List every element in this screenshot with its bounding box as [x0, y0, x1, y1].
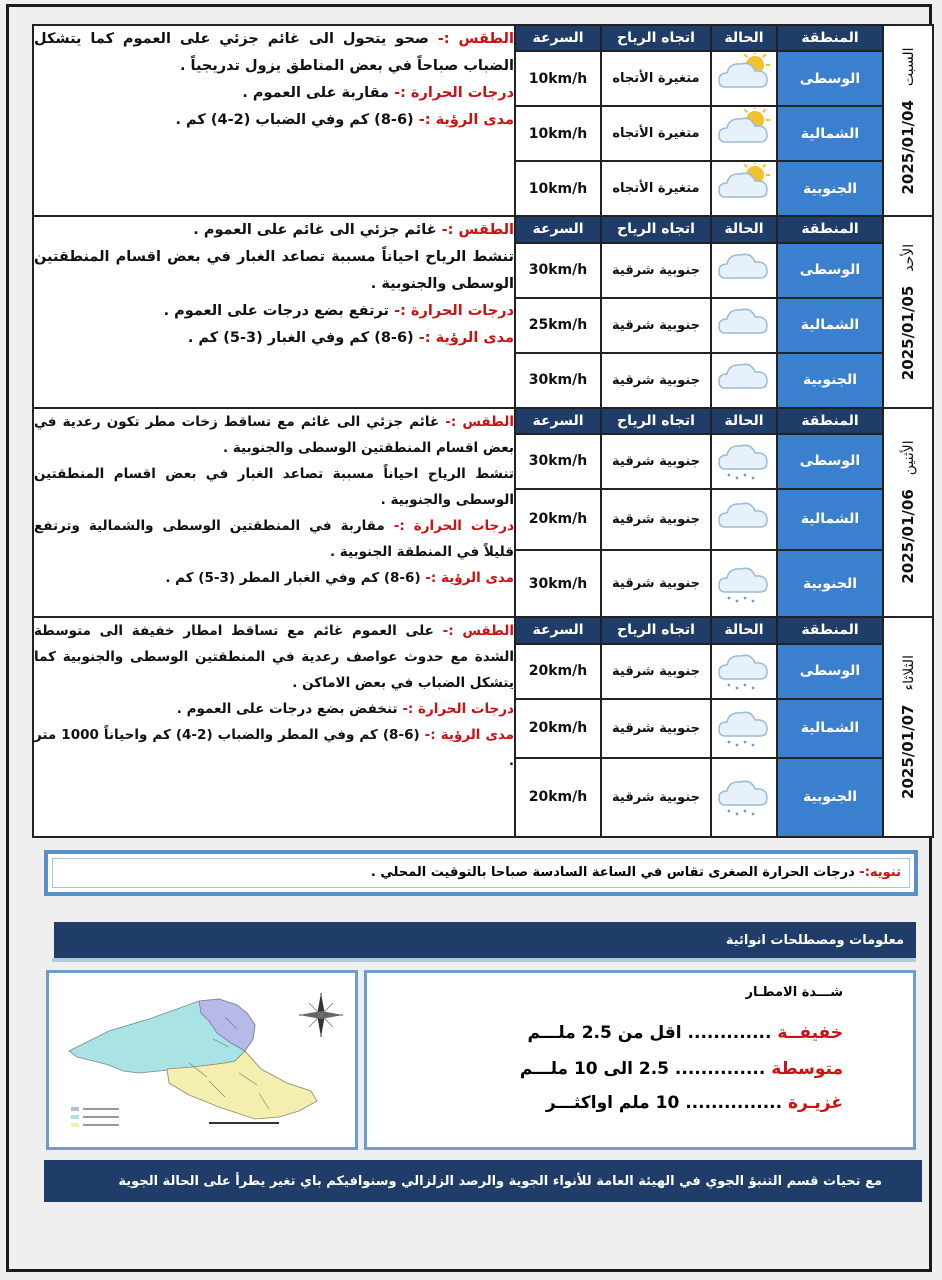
- wind-speed: 30km/h: [515, 550, 601, 617]
- wind-direction: جنوبية شرقية: [601, 644, 711, 699]
- info-bar-shadow: [52, 958, 916, 962]
- temperature-label: درجات الحرارة :-: [402, 701, 514, 718]
- region-name: الوسطى: [777, 434, 883, 489]
- visibility-text: (6-8) كم وفي الغبار (3-5) كم .: [187, 330, 414, 347]
- wind-speed: 25km/h: [515, 298, 601, 353]
- day-name: الثلاثاء: [901, 655, 917, 691]
- header-wind-dir: اتجاه الرياح: [601, 617, 711, 643]
- cloud-icon: [715, 493, 773, 545]
- date-text: 2025/01/07: [899, 704, 917, 800]
- wind-speed: 10km/h: [515, 106, 601, 161]
- wind-direction: متغيرة الأتجاه: [601, 161, 711, 216]
- rain-row-light: [528, 1023, 843, 1043]
- day-name: الأحد: [901, 243, 917, 272]
- sun-cloud-icon: [715, 53, 773, 105]
- rain-cloud-icon: [715, 645, 773, 697]
- region-name: الشمالية: [777, 699, 883, 758]
- region-name: الوسطى: [777, 51, 883, 106]
- rain-value: ............... 10 ملم اواكثـــر: [545, 1093, 783, 1113]
- condition-cell: [711, 550, 777, 617]
- wind-direction: جنوبية شرقية: [601, 243, 711, 298]
- header-condition: الحالة: [711, 617, 777, 643]
- day-name: الأثنين: [901, 440, 917, 476]
- wind-speed: 20km/h: [515, 644, 601, 699]
- visibility-label: مدى الرؤية :-: [418, 330, 514, 347]
- weather-label: الطقس :-: [437, 31, 514, 47]
- header-wind-dir: اتجاه الرياح: [601, 25, 711, 51]
- header-speed: السرعة: [515, 617, 601, 643]
- compass-rose-icon: [299, 993, 343, 1037]
- temperature-text: مقاربة في المنطقتين الوسطى والشمالية وترتفع قليلاً في المنطقة الجنوبية .: [34, 517, 514, 560]
- footer-text: مع تحيات قسم التنبؤ الجوي في الهيئة العامة للأنواء الجوية والرصد الزلزالي وسنوافيكم باي تغير يطرأ على الحالة الجوية: [118, 1173, 882, 1189]
- visibility-label: مدى الرؤية :-: [425, 569, 514, 586]
- weather-text: غائم جزئي الى غائم على العموم .: [193, 222, 437, 239]
- forecast-text: [33, 25, 515, 216]
- rain-row-heavy: [546, 1093, 843, 1113]
- header-region: المنطقة: [777, 617, 883, 643]
- forecast-text: [33, 617, 515, 837]
- date-cell: [883, 408, 933, 618]
- weather-text: على العموم غائم مع تساقط امطار خفيفة الى متوسطة الشدة مع حدوث عواصف رعدية في المنطقتين الوسطى والجنوبية كما يتشكل الضباب في بعض الاماكن .: [34, 623, 514, 692]
- condition-cell: [711, 161, 777, 216]
- header-region: المنطقة: [777, 25, 883, 51]
- condition-cell: [711, 489, 777, 550]
- header-speed: السرعة: [515, 408, 601, 434]
- condition-cell: [711, 51, 777, 106]
- wind-direction: جنوبية شرقية: [601, 550, 711, 617]
- header-region: المنطقة: [777, 216, 883, 242]
- visibility-label: مدى الرؤية :-: [424, 727, 514, 744]
- note-box: [44, 850, 918, 896]
- note-text: درجات الحرارة الصغرى تقاس في الساعة السادسة صباحا بالتوقيت المحلي .: [370, 865, 855, 880]
- cloud-icon: [715, 354, 773, 406]
- visibility-text: (6-8) كم وفي المطر والضباب (2-4) كم واحياناً 1000 متر .: [34, 727, 514, 770]
- wind-speed: 30km/h: [515, 434, 601, 489]
- header-speed: السرعة: [515, 216, 601, 242]
- rain-label: خفيفــة: [777, 1023, 843, 1043]
- date-cell: [883, 216, 933, 407]
- temperature-text: تنخفض بضع درجات على العموم .: [176, 701, 398, 718]
- condition-cell: [711, 243, 777, 298]
- weather-label: الطقس :-: [442, 623, 514, 640]
- header-wind-dir: اتجاه الرياح: [601, 216, 711, 242]
- wind-direction: جنوبية شرقية: [601, 699, 711, 758]
- forecast-text: [33, 216, 515, 407]
- wind-direction: جنوبية شرقية: [601, 434, 711, 489]
- wind-direction: جنوبية شرقية: [601, 353, 711, 408]
- weather-extra: تنشط الرياح احياناً مسببة تصاعد الغبار في بعض اقسام المنطقتين الوسطى والجنوبية .: [34, 465, 514, 508]
- cloud-icon: [715, 244, 773, 296]
- region-name: الشمالية: [777, 106, 883, 161]
- rain-intensity-box: [364, 970, 916, 1150]
- wind-speed: 30km/h: [515, 243, 601, 298]
- visibility-text: (6-8) كم وفي الضباب (2-4) كم .: [175, 112, 414, 128]
- temperature-label: درجات الحرارة :-: [394, 85, 514, 101]
- footer-bar: [44, 1160, 922, 1202]
- date-cell: [883, 617, 933, 837]
- condition-cell: [711, 298, 777, 353]
- weather-text: غائم جزئي الى غائم مع تساقط زخات مطر تكون رعدية في بعض اقسام المنطقتين الوسطى والجنوبية .: [34, 413, 514, 456]
- temperature-text: مقاربة على العموم .: [242, 85, 389, 101]
- visibility-text: (6-8) كم وفي الغبار المطر (3-5) كم .: [165, 569, 421, 586]
- weather-extra: تنشط الرياح احياناً مسببة تصاعد الغبار في بعض اقسام المنطقتين الوسطى والجنوبية .: [34, 249, 514, 293]
- wind-speed: 20km/h: [515, 699, 601, 758]
- wind-direction: جنوبية شرقية: [601, 298, 711, 353]
- rain-cloud-icon: [715, 702, 773, 754]
- header-speed: السرعة: [515, 25, 601, 51]
- wind-direction: متغيرة الأتجاه: [601, 106, 711, 161]
- region-name: الجنوبية: [777, 550, 883, 617]
- cloud-icon: [715, 299, 773, 351]
- wind-speed: 10km/h: [515, 161, 601, 216]
- info-title: معلومات ومصطلحات انوائية: [725, 932, 904, 948]
- wind-direction: جنوبية شرقية: [601, 758, 711, 837]
- date-cell: [883, 25, 933, 216]
- wind-speed: 20km/h: [515, 489, 601, 550]
- temperature-label: درجات الحرارة :-: [394, 303, 514, 320]
- region-name: الشمالية: [777, 489, 883, 550]
- rain-row-moderate: [520, 1059, 843, 1079]
- header-condition: الحالة: [711, 216, 777, 242]
- header-condition: الحالة: [711, 408, 777, 434]
- condition-cell: [711, 699, 777, 758]
- temperature-text: ترتفع بضع درجات على العموم .: [163, 303, 389, 320]
- rain-label: غزيـرة: [788, 1093, 843, 1113]
- wind-direction: جنوبية شرقية: [601, 489, 711, 550]
- info-title-bar: [54, 922, 916, 958]
- rain-cloud-icon: [715, 558, 773, 610]
- header-wind-dir: اتجاه الرياح: [601, 408, 711, 434]
- region-name: الجنوبية: [777, 353, 883, 408]
- date-text: 2025/01/04: [899, 99, 917, 195]
- wind-speed: 30km/h: [515, 353, 601, 408]
- forecast-table: [32, 24, 934, 838]
- region-name: الجنوبية: [777, 161, 883, 216]
- iraq-map: [46, 970, 358, 1150]
- date-text: 2025/01/06: [899, 489, 917, 584]
- rain-title: شـــدة الامطـار: [745, 985, 843, 1000]
- condition-cell: [711, 758, 777, 837]
- rain-label: متوسطة: [771, 1059, 843, 1079]
- rain-value: ............. اقل من 2.5 ملـــم: [527, 1023, 772, 1043]
- forecast-text: [33, 408, 515, 618]
- wind-speed: 10km/h: [515, 51, 601, 106]
- weather-label: الطقس :-: [441, 222, 514, 239]
- region-name: الوسطى: [777, 243, 883, 298]
- header-region: المنطقة: [777, 408, 883, 434]
- sun-cloud-icon: [715, 163, 773, 215]
- region-name: الشمالية: [777, 298, 883, 353]
- header-condition: الحالة: [711, 25, 777, 51]
- rain-cloud-icon: [715, 771, 773, 823]
- rain-cloud-icon: [715, 435, 773, 487]
- rain-value: .............. 2.5 الى 10 ملـــم: [519, 1059, 766, 1079]
- condition-cell: [711, 106, 777, 161]
- condition-cell: [711, 644, 777, 699]
- condition-cell: [711, 434, 777, 489]
- note-label: تنويه:-: [859, 865, 901, 880]
- weather-text: صحو يتحول الى غائم جزئي على العموم كما يتشكل الضباب صباحاً في بعض المناطق يزول تدريجياً .: [34, 31, 514, 74]
- date-text: 2025/01/05: [899, 285, 917, 381]
- visibility-label: مدى الرؤية :-: [418, 112, 514, 128]
- day-name: السبت: [901, 47, 917, 86]
- weather-label: الطقس :-: [445, 413, 514, 430]
- wind-speed: 20km/h: [515, 758, 601, 837]
- sun-cloud-icon: [715, 108, 773, 160]
- region-name: الجنوبية: [777, 758, 883, 837]
- temperature-label: درجات الحرارة :-: [393, 517, 514, 534]
- condition-cell: [711, 353, 777, 408]
- region-name: الوسطى: [777, 644, 883, 699]
- wind-direction: متغيرة الأتجاه: [601, 51, 711, 106]
